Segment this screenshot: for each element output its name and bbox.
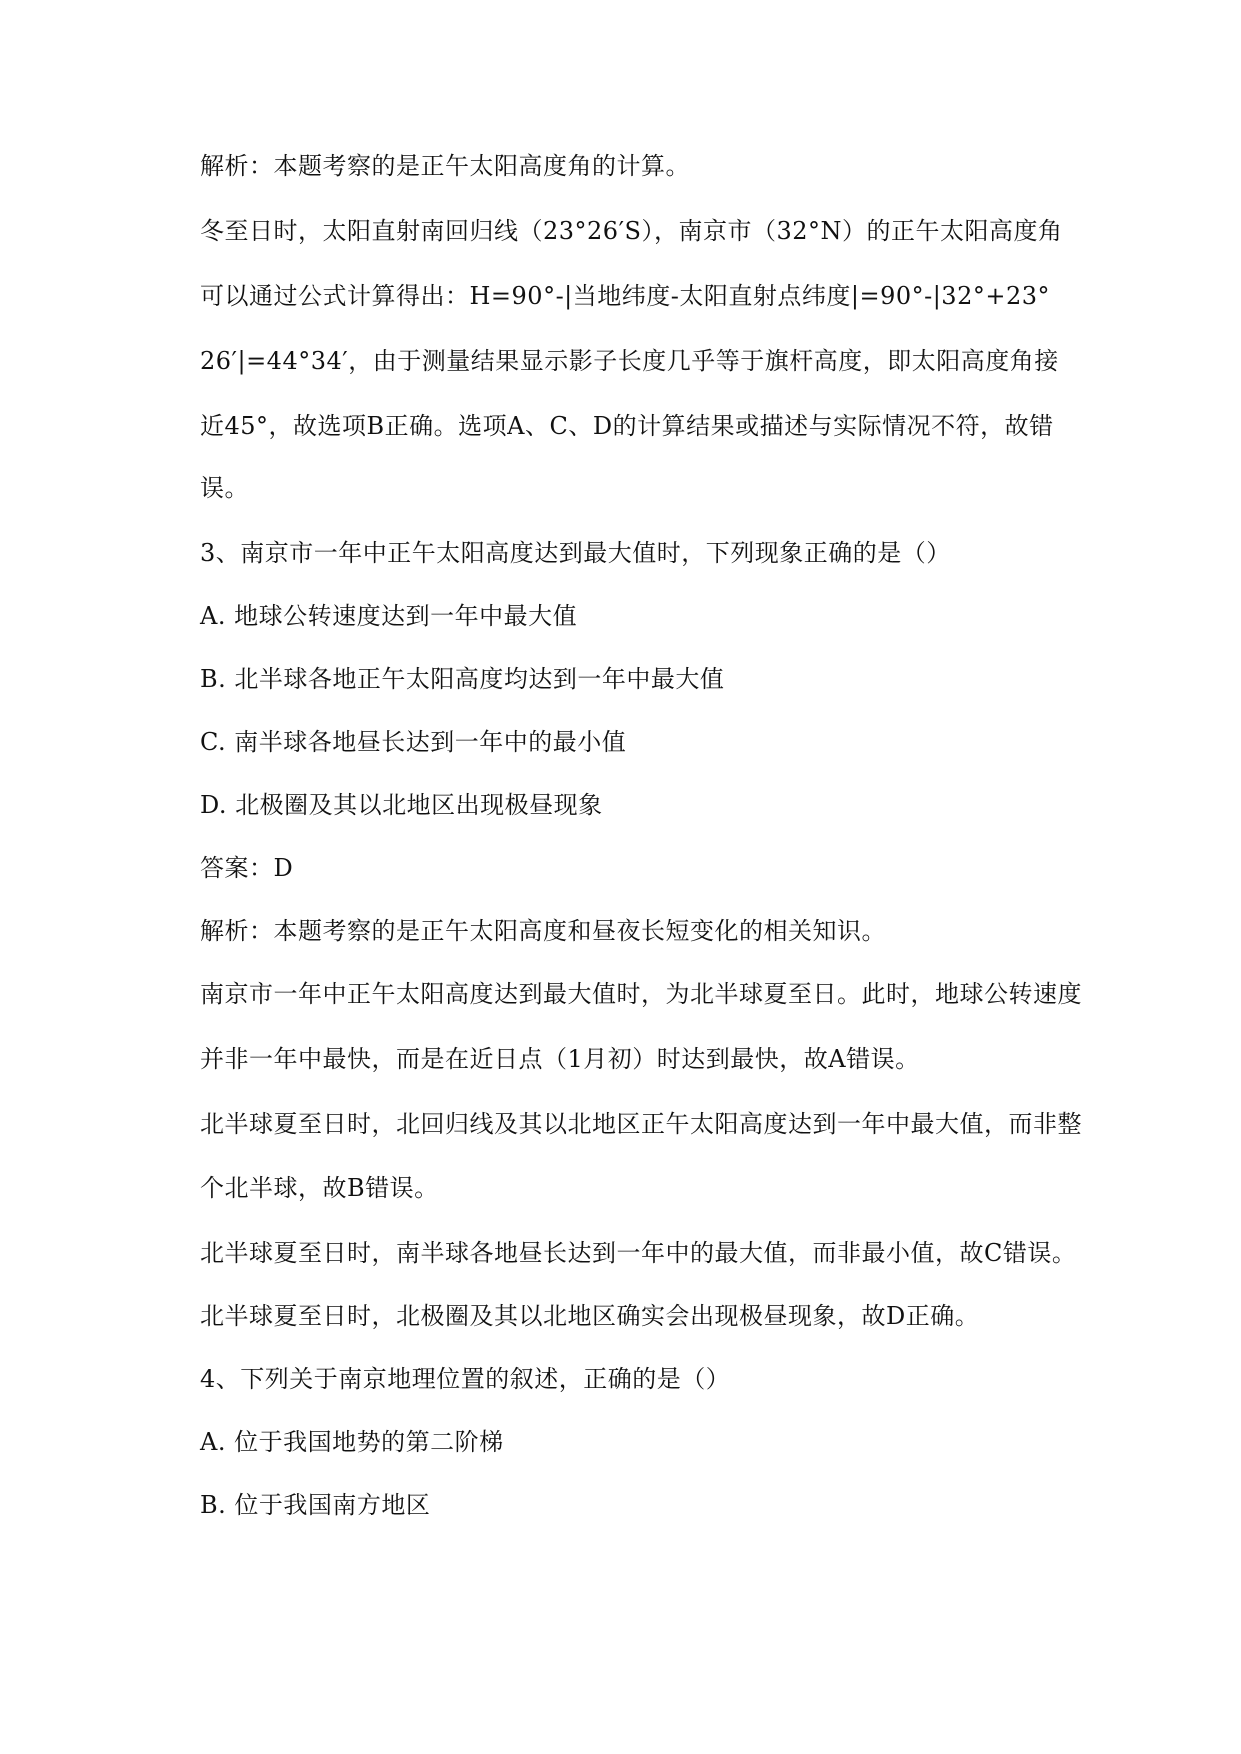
question-3-stem: 3、南京市一年中正午太阳高度达到最大值时，下列现象正确的是（）	[200, 539, 951, 567]
question-4-option-b: B. 位于我国南方地区	[200, 1491, 431, 1519]
analysis-q3-line-2: 并非一年中最快，而是在近日点（1月初）时达到最快，故A错误。	[200, 1045, 920, 1073]
analysis-q3-line-4: 个北半球，故B错误。	[200, 1174, 439, 1202]
analysis-q3-line-6: 北半球夏至日时，北极圈及其以北地区确实会出现极昼现象，故D正确。	[200, 1302, 980, 1330]
analysis-q2-heading: 解析：本题考察的是正午太阳高度角的计算。	[200, 152, 690, 180]
analysis-q3-heading: 解析：本题考察的是正午太阳高度和昼夜长短变化的相关知识。	[200, 917, 886, 945]
question-3-option-d: D. 北极圈及其以北地区出现极昼现象	[200, 791, 603, 819]
question-3-option-b: B. 北半球各地正午太阳高度均达到一年中最大值	[200, 665, 725, 693]
question-4-option-a: A. 位于我国地势的第二阶梯	[200, 1428, 504, 1456]
analysis-q3-line-1: 南京市一年中正午太阳高度达到最大值时，为北半球夏至日。此时，地球公转速度	[200, 980, 1082, 1008]
analysis-q2-line-4: 近45°，故选项B正确。选项A、C、D的计算结果或描述与实际情况不符，故错	[200, 412, 1054, 440]
question-3-option-c: C. 南半球各地昼长达到一年中的最小值	[200, 728, 627, 756]
question-3-option-a: A. 地球公转速度达到一年中最大值	[200, 602, 578, 630]
analysis-q3-line-3: 北半球夏至日时，北回归线及其以北地区正午太阳高度达到一年中最大值，而非整	[200, 1110, 1082, 1138]
analysis-q2-line-5: 误。	[200, 474, 249, 502]
analysis-q2-line-1: 冬至日时，太阳直射南回归线（23°26′S），南京市（32°N）的正午太阳高度角	[200, 217, 1063, 245]
analysis-q3-line-5: 北半球夏至日时，南半球各地昼长达到一年中的最大值，而非最小值，故C错误。	[200, 1239, 1077, 1267]
analysis-q2-line-3: 26′|=44°34′，由于测量结果显示影子长度几乎等于旗杆高度，即太阳高度角接	[200, 347, 1059, 375]
question-4-stem: 4、下列关于南京地理位置的叙述，正确的是（）	[200, 1365, 731, 1393]
question-3-answer: 答案：D	[200, 854, 294, 882]
analysis-q2-line-2: 可以通过公式计算得出：H=90°-|当地纬度-太阳直射点纬度|=90°-|32°+23°	[200, 282, 1050, 310]
